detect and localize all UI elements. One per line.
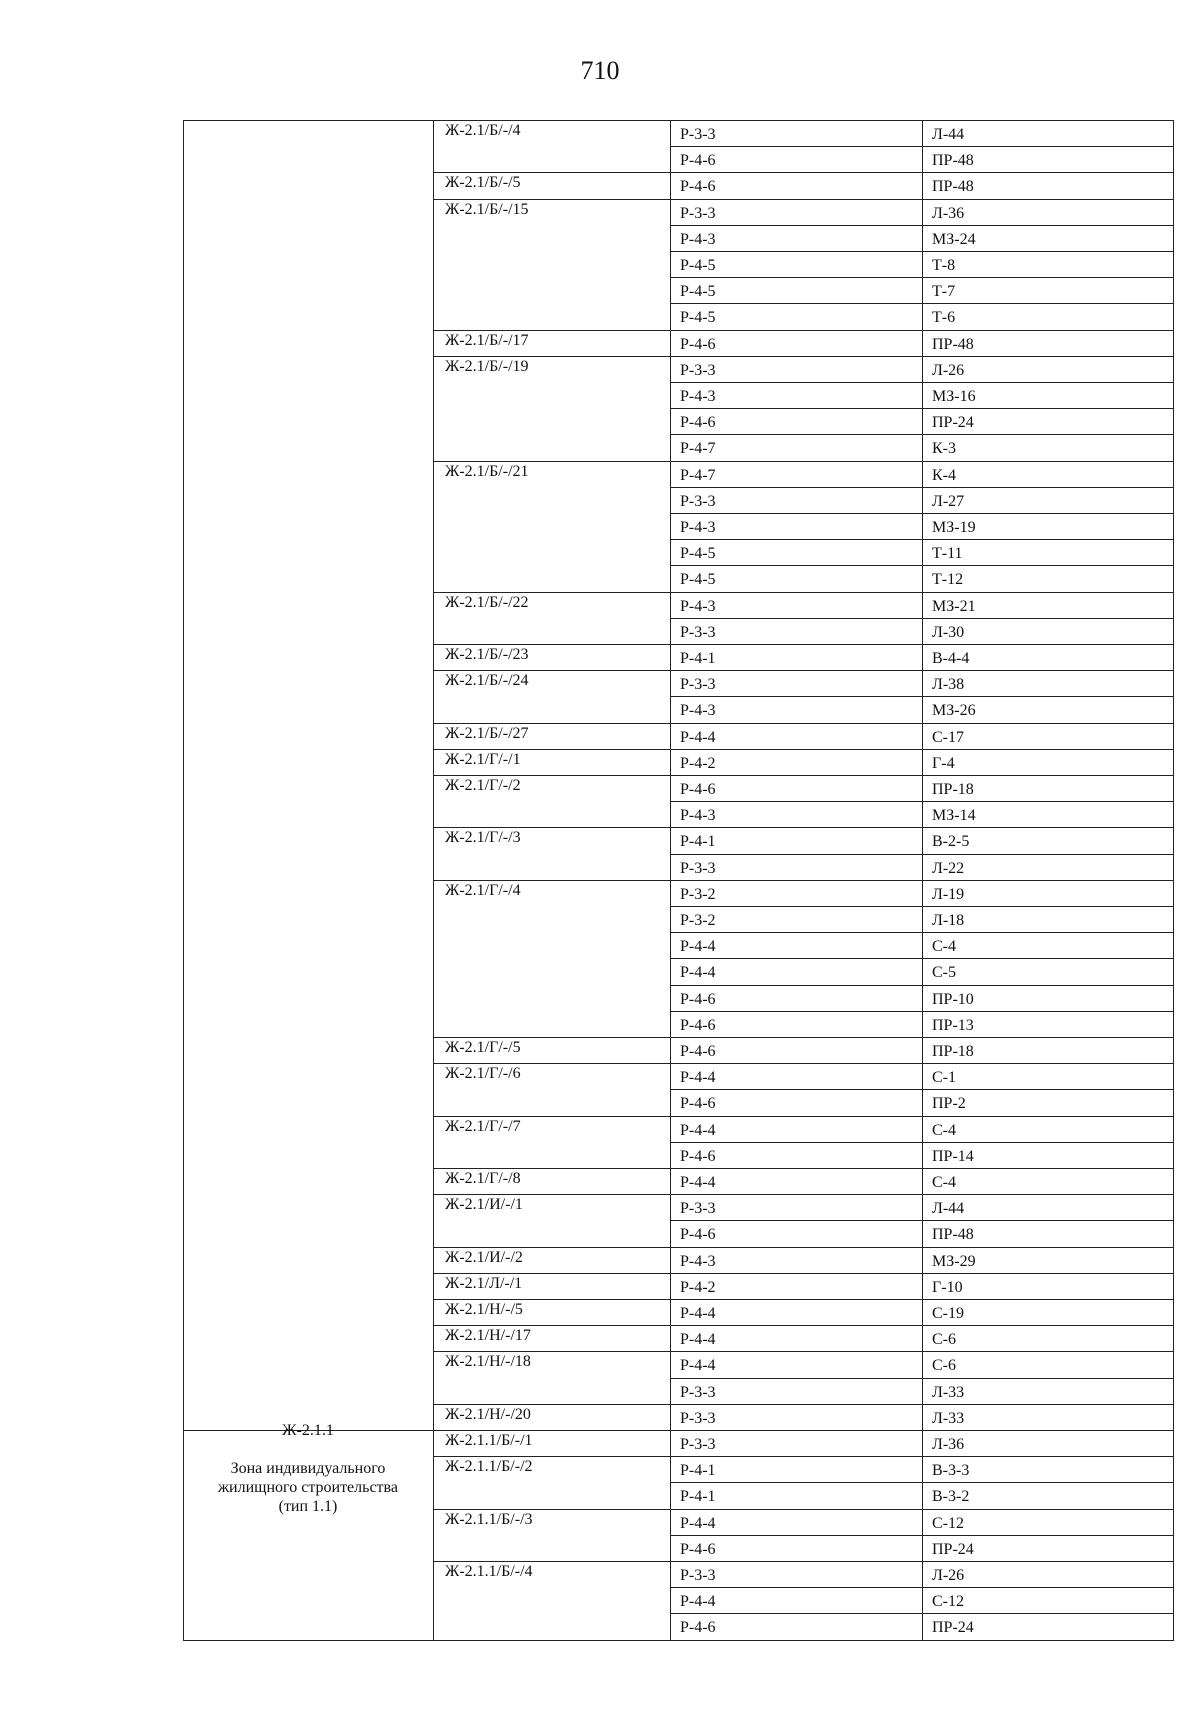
group-code: Ж-2.1/Г/-/2 (445, 777, 521, 794)
object-code: Л-33 (932, 1409, 965, 1427)
group-code: Ж-2.1.1/Б/-/2 (445, 1458, 533, 1476)
object-code: В-4-4 (932, 650, 970, 667)
column-line-0 (183, 120, 184, 1641)
subzone-code: Р-4-2 (680, 754, 716, 772)
group-divider (433, 1168, 670, 1169)
subzone-code: Р-4-3 (680, 702, 716, 720)
group-divider (433, 1116, 670, 1117)
subzone-code: Р-4-1 (680, 1462, 716, 1480)
object-code: В-3-2 (932, 1488, 970, 1506)
group-code: Ж-2.1/Г/-/4 (445, 881, 521, 899)
subzone-code: Р-4-3 (680, 230, 716, 248)
object-code: МЗ-16 (932, 388, 976, 405)
object-code: ПР-18 (932, 1043, 974, 1060)
subzone-code: Р-4-5 (680, 257, 716, 274)
group-divider (433, 1247, 670, 1248)
object-code: МЗ-14 (932, 807, 976, 825)
subzone-code: Р-4-6 (680, 1540, 716, 1558)
subzone-code: Р-4-3 (680, 519, 716, 536)
group-code: Ж-2.1/Б/-/21 (445, 462, 529, 480)
group-divider (433, 670, 670, 671)
object-code: ПР-13 (932, 1016, 974, 1034)
subzone-code: Р-4-4 (680, 964, 716, 982)
group-code: Ж-2.1/Б/-/17 (445, 331, 529, 349)
group-code: Ж-2.1/И/-/2 (445, 1248, 523, 1266)
subzone-code: Р-4-6 (680, 990, 716, 1008)
group-divider (433, 749, 670, 750)
subzone-code: Р-4-6 (680, 152, 716, 170)
subzone-code: Р-3-3 (680, 676, 716, 694)
object-code: С-19 (932, 1305, 964, 1322)
object-code: Т-12 (932, 571, 964, 589)
column-line-1 (433, 120, 434, 1641)
subzone-code: Р-3-3 (680, 1436, 716, 1453)
object-code: К-3 (932, 440, 956, 458)
object-code: С-4 (932, 938, 956, 956)
group-divider (433, 644, 670, 645)
object-code: Л-36 (932, 1436, 965, 1453)
object-code: С-5 (932, 964, 956, 982)
subzone-code: Р-3-2 (680, 885, 716, 903)
group-code: Ж-2.1/Б/-/23 (445, 646, 529, 663)
subzone-code: Р-4-6 (680, 335, 716, 353)
group-divider (433, 330, 670, 331)
object-code: Л-44 (932, 1200, 965, 1218)
group-code: Ж-2.1/Г/-/7 (445, 1117, 521, 1135)
subzone-code: Р-4-6 (680, 781, 716, 798)
object-code: ПР-10 (932, 990, 974, 1008)
subzone-code: Р-4-5 (680, 309, 716, 327)
group-code: Ж-2.1/Г/-/8 (445, 1170, 521, 1187)
group-code: Ж-2.1/Г/-/5 (445, 1039, 521, 1056)
subzone-code: Р-4-2 (680, 1278, 716, 1296)
subzone-code: Р-4-6 (680, 178, 716, 196)
subzone-code: Р-4-3 (680, 597, 716, 615)
table-bottom-border (183, 1640, 1173, 1641)
group-divider (433, 1456, 670, 1457)
object-code: С-4 (932, 1174, 956, 1191)
object-code: Л-33 (932, 1383, 965, 1401)
group-divider (433, 775, 670, 776)
subzone-code: Р-4-6 (680, 1016, 716, 1034)
object-code: Т-8 (932, 257, 956, 274)
group-code: Ж-2.1.1/Б/-/1 (445, 1432, 533, 1449)
subzone-code: Р-4-7 (680, 440, 716, 458)
subzone-code: Р-4-4 (680, 1514, 716, 1532)
subzone-code: Р-3-3 (680, 1409, 716, 1427)
object-code: ПР-18 (932, 781, 974, 798)
object-code: МЗ-29 (932, 1252, 976, 1270)
group-code: Ж-2.1/Н/-/5 (445, 1301, 523, 1318)
object-code: С-12 (932, 1514, 964, 1532)
group-code: Ж-2.1/Н/-/18 (445, 1353, 531, 1371)
subzone-code: Р-3-3 (680, 859, 716, 877)
group-divider (433, 1509, 670, 1510)
group-divider (433, 1430, 670, 1431)
group-divider (433, 1299, 670, 1300)
subzone-code: Р-4-6 (680, 414, 716, 432)
group-code: Ж-2.1/Б/-/15 (445, 200, 529, 218)
subzone-code: Р-4-6 (680, 1043, 716, 1060)
group-divider (433, 723, 670, 724)
object-code: ПР-24 (932, 1540, 974, 1558)
group-code: Ж-2.1/И/-/1 (445, 1196, 523, 1214)
subzone-code: Р-3-3 (680, 492, 716, 510)
subzone-code: Р-4-3 (680, 388, 716, 405)
subzone-code: Р-3-3 (680, 1567, 716, 1584)
object-code: Л-27 (932, 492, 965, 510)
subzone-code: Р-4-1 (680, 1488, 716, 1506)
subzone-code: Р-4-4 (680, 1593, 716, 1611)
group-code: Ж-2.1/Б/-/22 (445, 593, 529, 611)
subzone-code: Р-3-3 (680, 1200, 716, 1218)
zone-description: Зона индивидуального жилищного строительства (тип 1.1) (218, 1460, 398, 1515)
group-code: Ж-2.1.1/Б/-/3 (445, 1510, 533, 1528)
column-line-2 (670, 120, 671, 1641)
group-code: Ж-2.1/Г/-/3 (445, 829, 521, 847)
group-divider (433, 172, 670, 173)
subzone-code: Р-4-1 (680, 833, 716, 851)
object-code: ПР-24 (932, 1619, 974, 1637)
subzone-code: Р-4-5 (680, 283, 716, 301)
object-code: С-6 (932, 1357, 956, 1375)
group-divider (433, 592, 670, 593)
object-code: С-12 (932, 1593, 964, 1611)
group-divider (433, 1325, 670, 1326)
object-code: ПР-48 (932, 152, 974, 170)
subzone-code: Р-4-6 (680, 1147, 716, 1165)
object-code: МЗ-26 (932, 702, 976, 720)
subzone-code: Р-4-4 (680, 1331, 716, 1349)
group-divider (433, 1351, 670, 1352)
subzone-code: Р-4-3 (680, 1252, 716, 1270)
zone-code: Ж-2.1.1 (282, 1422, 334, 1439)
group-code: Ж-2.1/Б/-/27 (445, 724, 529, 742)
object-code: ПР-48 (932, 1226, 974, 1244)
subzone-code: Р-3-3 (680, 361, 716, 379)
object-code: С-6 (932, 1331, 956, 1349)
group-code: Ж-2.1/Н/-/17 (445, 1327, 531, 1345)
subzone-code: Р-3-2 (680, 912, 716, 929)
object-code: Г-4 (932, 754, 955, 772)
column-line-4 (1173, 120, 1174, 1641)
subzone-code: Р-3-3 (680, 623, 716, 641)
subzone-code: Р-4-5 (680, 545, 716, 563)
group-code: Ж-2.1/Б/-/19 (445, 357, 529, 375)
subzone-code: Р-4-6 (680, 1619, 716, 1637)
object-code: Л-26 (932, 1567, 965, 1584)
group-code: Ж-2.1/Б/-/4 (445, 122, 521, 139)
subzone-code: Р-4-4 (680, 1174, 716, 1191)
object-code: С-4 (932, 1121, 956, 1139)
object-code: МЗ-24 (932, 230, 976, 248)
group-code: Ж-2.1.1/Б/-/4 (445, 1563, 533, 1580)
group-code: Ж-2.1/Г/-/1 (445, 750, 521, 768)
object-code: Л-44 (932, 126, 965, 143)
object-code: Л-19 (932, 885, 965, 903)
group-divider (433, 461, 670, 462)
object-code: Т-11 (932, 545, 963, 563)
subzone-code: Р-3-3 (680, 204, 716, 222)
object-code: МЗ-19 (932, 519, 976, 536)
object-code: ПР-14 (932, 1147, 974, 1165)
group-divider (433, 1273, 670, 1274)
subzone-code: Р-4-6 (680, 1226, 716, 1244)
object-code: В-2-5 (932, 833, 970, 851)
object-code: ПР-24 (932, 414, 974, 432)
table-top-border (183, 120, 1173, 121)
subzone-code: Р-3-3 (680, 126, 716, 143)
subzone-code: Р-4-4 (680, 1069, 716, 1087)
group-divider (433, 1194, 670, 1195)
subzone-code: Р-4-4 (680, 728, 716, 746)
object-code: Л-36 (932, 204, 965, 222)
group-divider (433, 880, 670, 881)
group-code: Ж-2.1/Б/-/5 (445, 174, 521, 192)
object-code: ПР-48 (932, 178, 974, 196)
group-divider (433, 1063, 670, 1064)
subzone-code: Р-3-3 (680, 1383, 716, 1401)
subzone-code: Р-4-3 (680, 807, 716, 825)
group-code: Ж-2.1/Г/-/6 (445, 1065, 521, 1083)
object-code: Г-10 (932, 1278, 963, 1296)
group-divider (433, 1037, 670, 1038)
subzone-code: Р-4-6 (680, 1095, 716, 1113)
object-code: ПР-48 (932, 335, 974, 353)
object-code: Л-22 (932, 859, 965, 877)
object-code: Т-6 (932, 309, 956, 327)
subzone-code: Р-4-4 (680, 1305, 716, 1322)
object-code: МЗ-21 (932, 597, 976, 615)
page-number: 710 (580, 56, 620, 85)
group-code: Ж-2.1/Б/-/24 (445, 672, 529, 690)
column-line-3 (922, 120, 923, 1641)
subzone-code: Р-4-1 (680, 650, 716, 667)
group-divider (433, 356, 670, 357)
subzone-code: Р-4-4 (680, 938, 716, 956)
object-code: Л-18 (932, 912, 965, 929)
subzone-code: Р-4-4 (680, 1121, 716, 1139)
group-code: Ж-2.1/Л/-/1 (445, 1274, 523, 1292)
group-divider (433, 1404, 670, 1405)
object-code: В-3-3 (932, 1462, 970, 1480)
group-divider (433, 827, 670, 828)
subzone-code: Р-4-4 (680, 1357, 716, 1375)
group-divider (433, 1561, 670, 1562)
object-code: Т-7 (932, 283, 956, 301)
object-code: С-1 (932, 1069, 956, 1087)
object-code: К-4 (932, 466, 956, 484)
object-code: Л-38 (932, 676, 965, 694)
subzone-code: Р-4-5 (680, 571, 716, 589)
group-code: Ж-2.1/Н/-/20 (445, 1405, 531, 1423)
zone-cell (183, 1421, 433, 1516)
object-code: С-17 (932, 728, 964, 746)
object-code: Л-30 (932, 623, 965, 641)
group-divider (433, 199, 670, 200)
subzone-code: Р-4-7 (680, 466, 716, 484)
object-code: Л-26 (932, 361, 965, 379)
object-code: ПР-2 (932, 1095, 966, 1113)
